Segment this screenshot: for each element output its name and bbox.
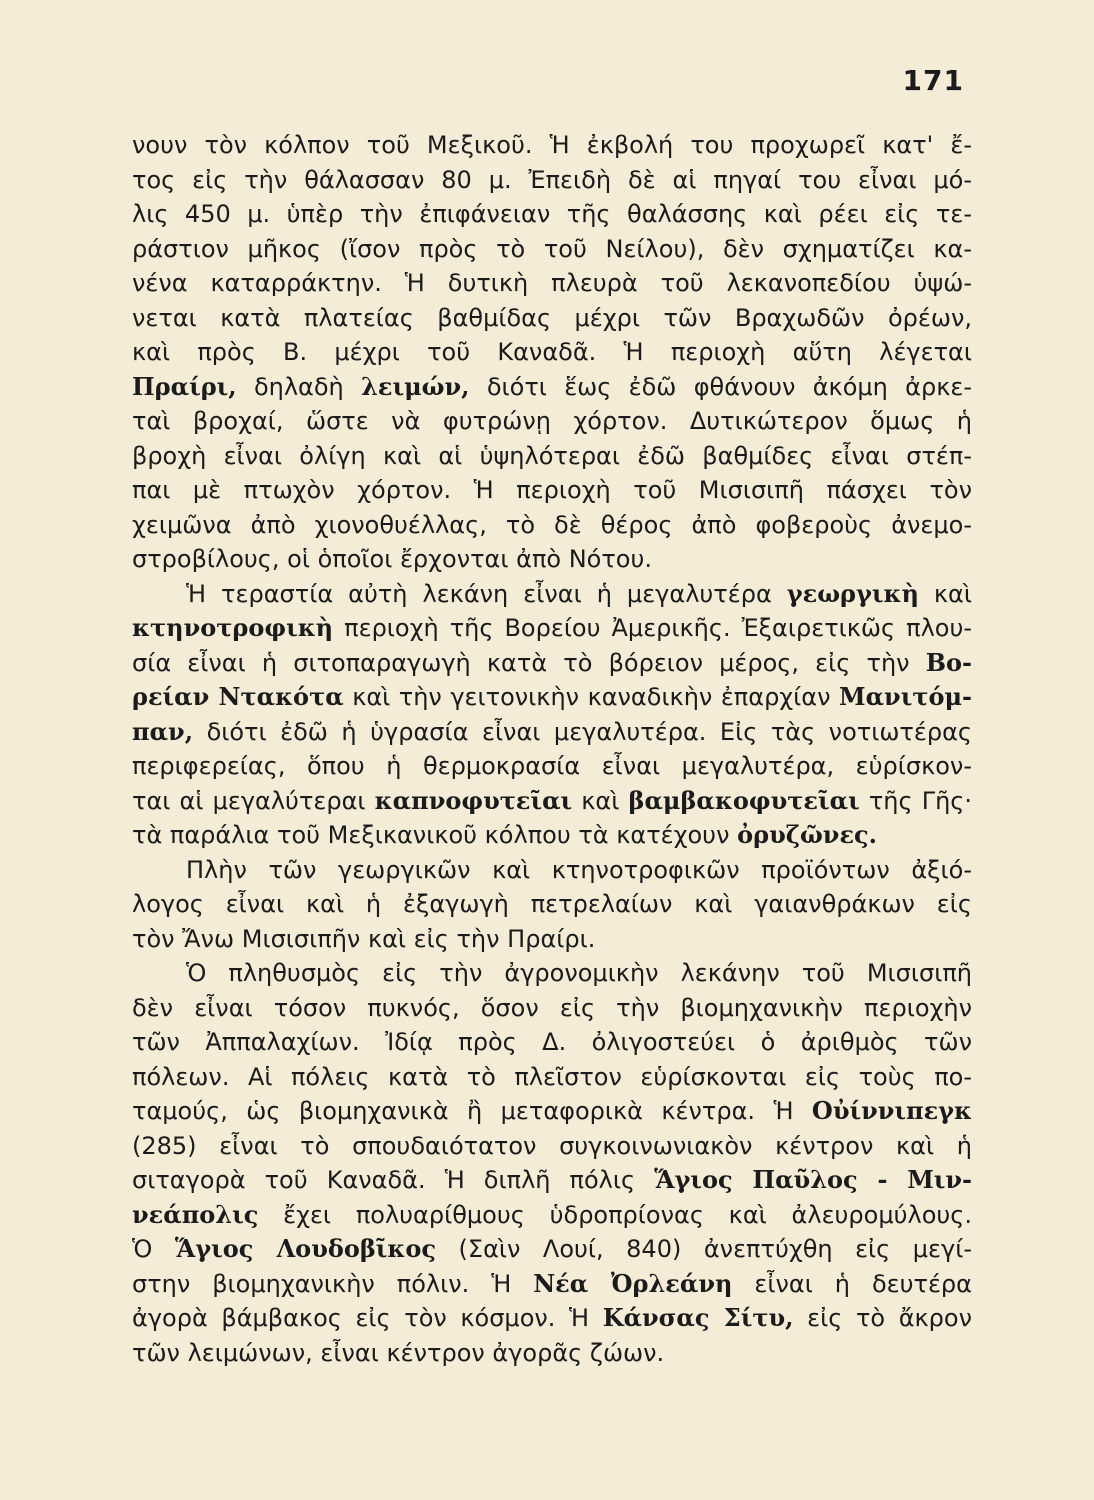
text-line: βροχὴ εἶναι ὀλίγη καὶ αἱ ὑψηλότεραι ἐδῶ βαθμίδες εἶναι στέπ- [132, 441, 972, 470]
place-north-dakota: ρείαν Ντακότα [132, 682, 344, 711]
text-line: παι μὲ πτωχὸν χόρτον. Ἡ περιοχὴ τοῦ Μισισιπῆ πάσχει τὸν [132, 476, 972, 504]
text-run: Ἡ τεραστία αὐτὴ λεκάνη εἶναι ἡ μεγαλυτέρα [186, 579, 787, 608]
text-line: λογος εἶναι καὶ ἡ ἐξαγωγὴ πετρελαίων καὶ γαιανθράκων εἰς [132, 890, 972, 918]
text-line [132, 1267, 972, 1302]
text-line: τῶν λειμώνων, εἶναι κέντρον ἀγορᾶς ζώων. [132, 1338, 665, 1367]
term-prairie: Πραίρι, [132, 371, 237, 401]
term-meadow: λειμών, [361, 371, 470, 401]
text-run: ἔχει πολυαρίθμους ὑδροπρίονας καὶ ἀλευρομύλους. [258, 1200, 972, 1229]
term-cotton: βαμβακοφυτεῖαι [628, 785, 860, 815]
text-line [132, 680, 972, 715]
text-run: τὰ παράλια τοῦ Μεξικανικοῦ κόλπου τὰ κατέχουν [132, 821, 738, 849]
place-minneapolis-end: νεάπολις [132, 1199, 259, 1229]
text-run: εἶναι ἡ δευτέρα [732, 1269, 972, 1298]
text-line [132, 1094, 972, 1129]
text-line: νένα καταρράκτην. Ἡ δυτικὴ πλευρὰ τοῦ λεκανοπεδίου ὑψώ- [132, 269, 972, 297]
text-run: διότι ἐδῶ ἡ ὑγρασία εἶναι μεγαλυτέρα. Εἰς τὰς νοτιωτέρας [193, 717, 972, 746]
text-line [132, 1301, 972, 1336]
text-run: καὶ [572, 786, 629, 815]
text-line [132, 715, 972, 750]
term-tobacco: καπνοφυτεῖαι [374, 785, 573, 815]
text-line: τος εἰς τὴν θάλασσαν 80 μ. Ἐπειδὴ δὲ αἱ πηγαί του εἶναι μό- [132, 165, 972, 194]
text-run: σία εἶναι ἡ σιτοπαραγωγὴ κατὰ τὸ βόρειον μέρος, εἰς τὴν [132, 648, 910, 677]
page-number: 171 [902, 64, 964, 97]
term-livestock: κτηνοτροφικὴ [132, 613, 334, 642]
text-line: περιφερείας, ὅπου ἡ θερμοκρασία εἶναι μεγαλυτέρα, εὑρίσκον- [132, 752, 972, 780]
term-rice: ὀρυζῶνες. [737, 820, 878, 849]
place-new-orleans: Νέα Ὀρλεάνη [533, 1268, 733, 1298]
body-text [132, 128, 972, 1370]
text-line [132, 611, 972, 646]
text-run: Ὁ [132, 1235, 175, 1263]
text-run: σιταγορὰ τοῦ Καναδᾶ. Ἡ διπλῆ πόλις [132, 1166, 655, 1194]
place-manitoba-end: παν, [132, 716, 194, 746]
text-line [132, 646, 972, 681]
place-st-paul: Ἅγιος Παῦλος - Μιν- [654, 1165, 972, 1194]
text-line: ταὶ βροχαί, ὥστε νὰ φυτρώνῃ χόρτον. Δυτικώτερον ὅμως ἡ [132, 407, 972, 435]
place-winnipeg: Οὐίννιπεγκ [811, 1096, 972, 1125]
place-manitoba: Μανιτόμ- [839, 682, 972, 711]
text-run: στην βιομηχανικὴν πόλιν. Ἡ [132, 1269, 534, 1298]
text-line: νουν τὸν κόλπον τοῦ Μεξικοῦ. Ἡ ἐκβολή του προχωρεῖ κατ' ἔ- [132, 131, 972, 159]
text-line: καὶ πρὸς Β. μέχρι τοῦ Καναδᾶ. Ἡ περιοχὴ αὕτη λέγεται [132, 338, 972, 366]
text-line: πόλεων. Αἱ πόλεις κατὰ τὸ πλεῖστον εὑρίσκονται εἰς τοὺς πο- [132, 1062, 972, 1091]
text-line [132, 577, 972, 612]
text-line [132, 1198, 972, 1233]
text-run: διότι ἕως ἐδῶ φθάνουν ἀκόμη ἀρκε- [469, 372, 972, 401]
text-line: Πλὴν τῶν γεωργικῶν καὶ κτηνοτροφικῶν προϊόντων ἀξιό- [186, 855, 972, 884]
text-line: (285) εἶναι τὸ σπουδαιότατον συγκοινωνιακὸν κέντρον καὶ ἡ [132, 1131, 972, 1160]
text-line: νεται κατὰ πλατείας βαθμίδας μέχρι τῶν Βραχωδῶν ὀρέων, [132, 303, 972, 332]
text-line: Ὁ πληθυσμὸς εἰς τὴν ἀγρονομικὴν λεκάνην τοῦ Μισισιπῆ [186, 959, 972, 987]
term-agricultural: γεωργικὴ [786, 578, 919, 608]
text-run: περιοχὴ τῆς Βορείου Ἀμερικῆς. Ἐξαιρετικῶς πλου- [333, 614, 972, 642]
text-run: καὶ τὴν γειτονικὴν καναδικὴν ἐπαρχίαν [343, 683, 840, 711]
text-run: ἀγορὰ βάμβακος εἰς τὸν κόσμον. Ἡ [132, 1304, 603, 1332]
text-run: δηλαδὴ [236, 372, 362, 401]
text-run: ταμούς, ὡς βιομηχανικὰ ἢ μεταφορικὰ κέντρα. Ἡ [132, 1097, 812, 1125]
text-line: τὸν Ἄνω Μισισιπῆν καὶ εἰς τὴν Πραίρι. [132, 924, 596, 953]
text-run: (Σαὶν Λουί, 840) ἀνεπτύχθη εἰς μεγί- [436, 1235, 972, 1263]
text-line: δὲν εἶναι τόσον πυκνός, ὅσον εἰς τὴν βιομηχανικὴν περιοχὴν [132, 993, 972, 1022]
text-line: χειμῶνα ἀπὸ χιονοθυέλλας, τὸ δὲ θέρος ἀπὸ φοβεροὺς ἀνεμο- [132, 510, 972, 539]
text-line: στροβίλους, οἱ ὁποῖοι ἔρχονται ἀπὸ Νότου. [132, 545, 652, 573]
place-kansas-city: Κάνσας Σίτυ, [602, 1303, 794, 1332]
text-run: τῆς Γῆς· [859, 786, 972, 815]
text-line [132, 1163, 972, 1198]
place-st-louis: Ἅγιος Λουδοβῖκος [174, 1234, 437, 1263]
place-north-dakota-start: Βο- [925, 647, 972, 677]
text-run: ται αἱ μεγαλύτεραι [132, 786, 375, 815]
text-line: τῶν Ἀππαλαχίων. Ἰδίᾳ πρὸς Δ. ὀλιγοστεύει ὁ ἀριθμὸς τῶν [132, 1028, 972, 1056]
text-line: ράστιον μῆκος (ἴσον πρὸς τὸ τοῦ Νείλου), δὲν σχηματίζει κα- [132, 234, 972, 263]
text-line: λις 450 μ. ὑπὲρ τὴν ἐπιφάνειαν τῆς θαλάσσης καὶ ρέει εἰς τε- [132, 200, 972, 228]
text-line [132, 1232, 972, 1267]
text-line [132, 818, 972, 853]
text-run: εἰς τὸ ἄκρον [793, 1304, 972, 1332]
text-run: καὶ [918, 579, 972, 608]
text-line [132, 784, 972, 819]
text-line [132, 370, 972, 405]
